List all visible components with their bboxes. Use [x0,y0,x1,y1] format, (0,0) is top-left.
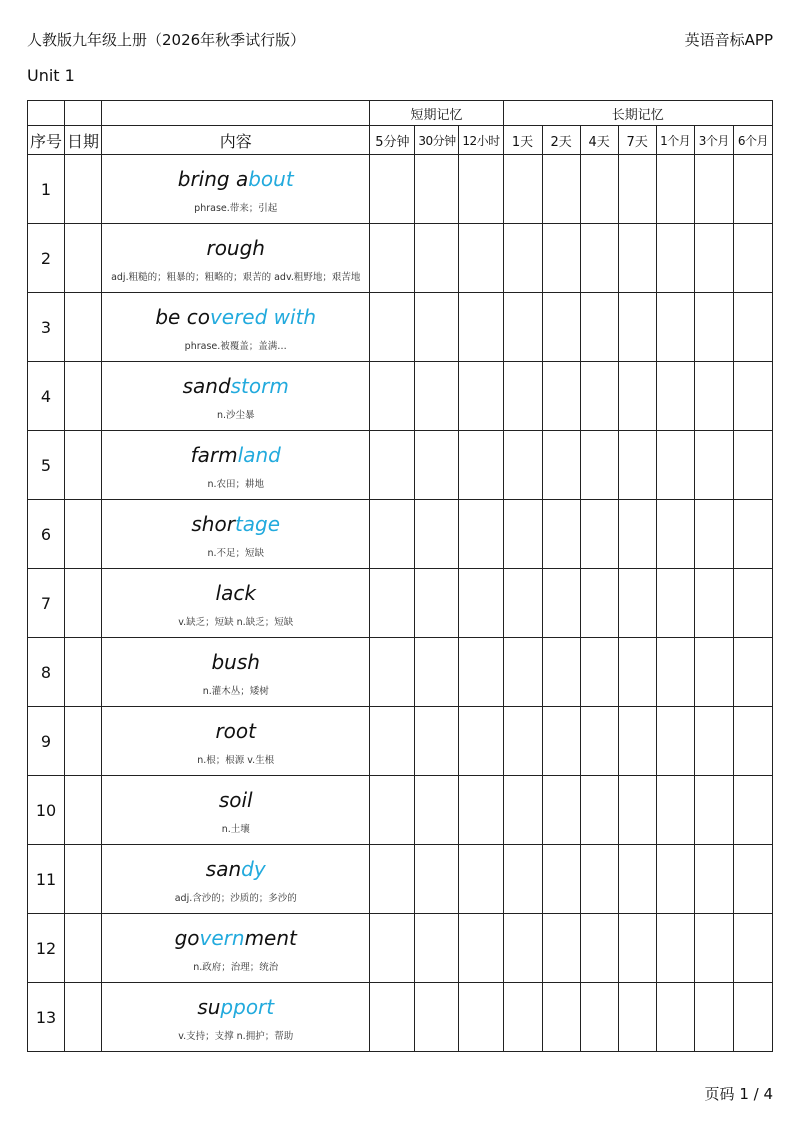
review-checkbox-cell[interactable] [618,914,656,983]
vocab-word [102,995,369,1019]
date-cell[interactable] [65,845,102,914]
vocab-word [102,581,369,605]
review-checkbox-cell[interactable] [459,500,503,569]
review-checkbox-cell[interactable] [618,845,656,914]
review-checkbox-cell[interactable] [656,224,694,293]
review-checkbox-cell[interactable] [656,707,694,776]
review-checkbox-cell[interactable] [694,707,733,776]
review-checkbox-cell[interactable] [370,776,415,845]
table-row [28,914,773,983]
word-highlight: land [237,442,281,467]
review-checkbox-cell[interactable] [656,569,694,638]
review-checkbox-cell[interactable] [733,155,772,224]
review-checkbox-cell[interactable] [733,293,772,362]
review-checkbox-cell[interactable] [618,431,656,500]
date-cell[interactable] [65,155,102,224]
word-meaning: n.根；根源 v.生根 [197,754,275,766]
review-checkbox-cell[interactable] [694,362,733,431]
review-checkbox-cell[interactable] [370,914,415,983]
word-meaning: n.灌木丛；矮树 [202,685,269,697]
review-checkbox-cell[interactable] [542,569,580,638]
long-term-header: 长期记忆 [503,101,772,126]
content-cell [102,293,370,362]
review-checkbox-cell[interactable] [503,293,542,362]
review-checkbox-cell[interactable] [459,431,503,500]
content-cell [102,707,370,776]
review-checkbox-cell[interactable] [415,638,459,707]
word-part: su [197,994,221,1019]
word-highlight: storm [230,373,289,398]
word-part: root [215,718,256,743]
review-checkbox-cell[interactable] [370,431,415,500]
date-cell[interactable] [65,431,102,500]
vocab-word [102,719,369,743]
review-checkbox-cell[interactable] [415,500,459,569]
row-number: 11 [28,845,65,914]
review-checkbox-cell[interactable] [459,845,503,914]
word-part: rough [206,235,265,260]
page-number: 页码 1 / 4 [704,1085,773,1103]
review-checkbox-cell[interactable] [580,569,618,638]
word-part: soil [218,787,253,812]
review-checkbox-cell[interactable] [503,569,542,638]
word-part: sand [182,373,231,398]
review-checkbox-cell[interactable] [415,362,459,431]
row-number: 12 [28,914,65,983]
vocab-word [102,650,369,674]
word-meaning: n.农田；耕地 [207,478,264,490]
review-checkbox-cell[interactable] [542,845,580,914]
review-checkbox-cell[interactable] [503,224,542,293]
review-checkbox-cell[interactable] [618,707,656,776]
row-number: 7 [28,569,65,638]
review-checkbox-cell[interactable] [415,776,459,845]
col-header-3month: 3个月 [694,126,733,155]
content-cell [102,224,370,293]
group-header-row [28,101,773,126]
review-checkbox-cell[interactable] [618,362,656,431]
col-header-no: 序号 [28,126,65,155]
review-checkbox-cell[interactable] [370,362,415,431]
word-meaning: adj.含沙的；沙质的；多沙的 [174,892,297,904]
review-checkbox-cell[interactable] [542,707,580,776]
col-header-30min: 30分钟 [415,126,459,155]
review-checkbox-cell[interactable] [542,500,580,569]
col-header-1month: 1个月 [656,126,694,155]
review-checkbox-cell[interactable] [370,638,415,707]
date-cell[interactable] [65,914,102,983]
review-checkbox-cell[interactable] [694,776,733,845]
table-row [28,500,773,569]
word-part: bush [211,649,260,674]
review-checkbox-cell[interactable] [370,707,415,776]
review-checkbox-cell[interactable] [694,293,733,362]
review-checkbox-cell[interactable] [733,638,772,707]
row-number: 6 [28,500,65,569]
review-checkbox-cell[interactable] [503,983,542,1052]
review-checkbox-cell[interactable] [656,155,694,224]
row-number: 4 [28,362,65,431]
review-checkbox-cell[interactable] [503,914,542,983]
review-checkbox-cell[interactable] [733,224,772,293]
memory-table [27,100,773,1052]
col-header-content: 内容 [102,126,370,155]
table-row [28,431,773,500]
word-highlight: vered with [209,304,317,329]
word-highlight: vern [199,925,245,950]
app-name: 英语音标APP [684,31,773,49]
review-checkbox-cell[interactable] [618,293,656,362]
date-cell[interactable] [65,983,102,1052]
word-part: shor [191,511,235,536]
review-checkbox-cell[interactable] [618,569,656,638]
content-cell [102,776,370,845]
word-part: lack [215,580,256,605]
vocab-word [102,236,369,260]
review-checkbox-cell[interactable] [733,362,772,431]
word-part: be co [155,304,210,329]
review-checkbox-cell[interactable] [415,983,459,1052]
table-row [28,638,773,707]
review-checkbox-cell[interactable] [733,776,772,845]
review-checkbox-cell[interactable] [370,293,415,362]
review-checkbox-cell[interactable] [694,431,733,500]
content-cell [102,845,370,914]
row-number: 9 [28,707,65,776]
review-checkbox-cell[interactable] [656,638,694,707]
word-meaning: n.土壤 [221,823,250,835]
vocab-word [102,374,369,398]
word-meaning: n.沙尘暴 [216,409,255,421]
review-checkbox-cell[interactable] [618,983,656,1052]
word-meaning: phrase.被覆盖；盖满… [184,340,287,352]
vocab-word [102,167,369,191]
content-cell [102,155,370,224]
review-checkbox-cell[interactable] [503,707,542,776]
word-part: bring a [177,166,249,191]
review-checkbox-cell[interactable] [618,500,656,569]
vocab-word [102,305,369,329]
review-checkbox-cell[interactable] [503,500,542,569]
blank-cell [65,101,102,126]
review-checkbox-cell[interactable] [459,155,503,224]
review-checkbox-cell[interactable] [733,569,772,638]
review-checkbox-cell[interactable] [580,224,618,293]
review-checkbox-cell[interactable] [580,431,618,500]
column-header-row [28,126,773,155]
review-checkbox-cell[interactable] [656,500,694,569]
review-checkbox-cell[interactable] [542,914,580,983]
table-row [28,362,773,431]
review-checkbox-cell[interactable] [542,431,580,500]
review-checkbox-cell[interactable] [733,431,772,500]
review-checkbox-cell[interactable] [580,293,618,362]
date-cell[interactable] [65,569,102,638]
review-checkbox-cell[interactable] [694,638,733,707]
review-checkbox-cell[interactable] [656,431,694,500]
review-checkbox-cell[interactable] [733,707,772,776]
col-header-12h: 12小时 [459,126,503,155]
vocab-word [102,512,369,536]
review-checkbox-cell[interactable] [580,914,618,983]
review-checkbox-cell[interactable] [459,707,503,776]
vocab-word [102,788,369,812]
review-checkbox-cell[interactable] [415,914,459,983]
review-checkbox-cell[interactable] [459,362,503,431]
review-checkbox-cell[interactable] [733,983,772,1052]
col-header-6month: 6个月 [733,126,772,155]
row-number: 5 [28,431,65,500]
review-checkbox-cell[interactable] [580,155,618,224]
review-checkbox-cell[interactable] [656,293,694,362]
row-number: 1 [28,155,65,224]
review-checkbox-cell[interactable] [459,638,503,707]
review-checkbox-cell[interactable] [694,845,733,914]
col-header-4day: 4天 [580,126,618,155]
table-row [28,845,773,914]
word-highlight: bout [248,166,294,191]
word-highlight: tage [234,511,281,536]
col-header-date: 日期 [65,126,102,155]
table-row [28,707,773,776]
word-meaning: v.支持；支撑 n.拥护；帮助 [178,1030,294,1042]
review-checkbox-cell[interactable] [459,776,503,845]
date-cell[interactable] [65,638,102,707]
review-checkbox-cell[interactable] [503,431,542,500]
word-part: farm [190,442,238,467]
review-checkbox-cell[interactable] [733,845,772,914]
word-meaning: adj.粗糙的；粗暴的；粗略的；艰苦的 adv.粗野地；艰苦地 [111,271,361,283]
date-cell[interactable] [65,293,102,362]
review-checkbox-cell[interactable] [694,983,733,1052]
book-title: 人教版九年级上册（2026年秋季试行版） [27,31,306,49]
review-checkbox-cell[interactable] [459,914,503,983]
word-meaning: n.不足；短缺 [207,547,264,559]
date-cell[interactable] [65,776,102,845]
review-checkbox-cell[interactable] [459,983,503,1052]
col-header-5min: 5分钟 [370,126,415,155]
review-checkbox-cell[interactable] [370,224,415,293]
review-checkbox-cell[interactable] [656,914,694,983]
row-number: 2 [28,224,65,293]
review-checkbox-cell[interactable] [542,224,580,293]
review-checkbox-cell[interactable] [415,707,459,776]
review-checkbox-cell[interactable] [542,638,580,707]
content-cell [102,569,370,638]
review-checkbox-cell[interactable] [503,638,542,707]
review-checkbox-cell[interactable] [415,431,459,500]
vocab-word [102,443,369,467]
short-term-header: 短期记忆 [370,101,503,126]
word-highlight: dy [241,856,266,881]
row-number: 3 [28,293,65,362]
review-checkbox-cell[interactable] [694,224,733,293]
row-number: 10 [28,776,65,845]
review-checkbox-cell[interactable] [694,155,733,224]
table-row [28,569,773,638]
review-checkbox-cell[interactable] [618,155,656,224]
word-meaning: phrase.带来；引起 [194,202,278,214]
review-checkbox-cell[interactable] [542,776,580,845]
review-checkbox-cell[interactable] [580,500,618,569]
col-header-7day: 7天 [618,126,656,155]
word-meaning: n.政府；治理；统治 [193,961,279,973]
review-checkbox-cell[interactable] [542,983,580,1052]
review-checkbox-cell[interactable] [580,638,618,707]
review-checkbox-cell[interactable] [459,293,503,362]
review-checkbox-cell[interactable] [618,776,656,845]
review-checkbox-cell[interactable] [415,845,459,914]
review-checkbox-cell[interactable] [542,293,580,362]
review-checkbox-cell[interactable] [580,983,618,1052]
content-cell [102,362,370,431]
review-checkbox-cell[interactable] [415,224,459,293]
content-cell [102,500,370,569]
unit-label: Unit 1 [27,66,75,85]
review-checkbox-cell[interactable] [733,500,772,569]
blank-cell [28,101,65,126]
review-checkbox-cell[interactable] [694,569,733,638]
review-checkbox-cell[interactable] [459,224,503,293]
review-checkbox-cell[interactable] [503,776,542,845]
word-meaning: v.缺乏；短缺 n.缺乏；短缺 [178,616,294,628]
review-checkbox-cell[interactable] [656,983,694,1052]
table-row [28,224,773,293]
review-checkbox-cell[interactable] [580,362,618,431]
review-checkbox-cell[interactable] [370,983,415,1052]
review-checkbox-cell[interactable] [459,569,503,638]
review-checkbox-cell[interactable] [415,569,459,638]
review-checkbox-cell[interactable] [503,362,542,431]
review-checkbox-cell[interactable] [415,293,459,362]
review-checkbox-cell[interactable] [694,914,733,983]
review-checkbox-cell[interactable] [503,155,542,224]
word-part: go [174,925,200,950]
review-checkbox-cell[interactable] [618,224,656,293]
date-cell[interactable] [65,224,102,293]
content-cell [102,431,370,500]
content-cell [102,638,370,707]
date-cell[interactable] [65,362,102,431]
date-cell[interactable] [65,707,102,776]
content-cell [102,983,370,1052]
review-checkbox-cell[interactable] [370,569,415,638]
col-header-2day: 2天 [542,126,580,155]
review-checkbox-cell[interactable] [580,776,618,845]
blank-cell [102,101,370,126]
word-part: ment [244,925,297,950]
review-checkbox-cell[interactable] [370,845,415,914]
word-part: san [205,856,242,881]
review-checkbox-cell[interactable] [733,914,772,983]
table-row [28,776,773,845]
table-row [28,155,773,224]
review-checkbox-cell[interactable] [580,845,618,914]
review-checkbox-cell[interactable] [580,707,618,776]
review-checkbox-cell[interactable] [656,362,694,431]
review-checkbox-cell[interactable] [618,638,656,707]
col-header-1day: 1天 [503,126,542,155]
row-number: 13 [28,983,65,1052]
date-cell[interactable] [65,500,102,569]
review-checkbox-cell[interactable] [415,155,459,224]
review-checkbox-cell[interactable] [656,845,694,914]
review-checkbox-cell[interactable] [542,362,580,431]
row-number: 8 [28,638,65,707]
table-row [28,983,773,1052]
vocab-word [102,926,369,950]
review-checkbox-cell[interactable] [370,155,415,224]
review-checkbox-cell[interactable] [542,155,580,224]
review-checkbox-cell[interactable] [370,500,415,569]
review-checkbox-cell[interactable] [656,776,694,845]
content-cell [102,914,370,983]
review-checkbox-cell[interactable] [694,500,733,569]
vocab-word [102,857,369,881]
word-highlight: pport [220,994,275,1019]
review-checkbox-cell[interactable] [503,845,542,914]
table-row [28,293,773,362]
